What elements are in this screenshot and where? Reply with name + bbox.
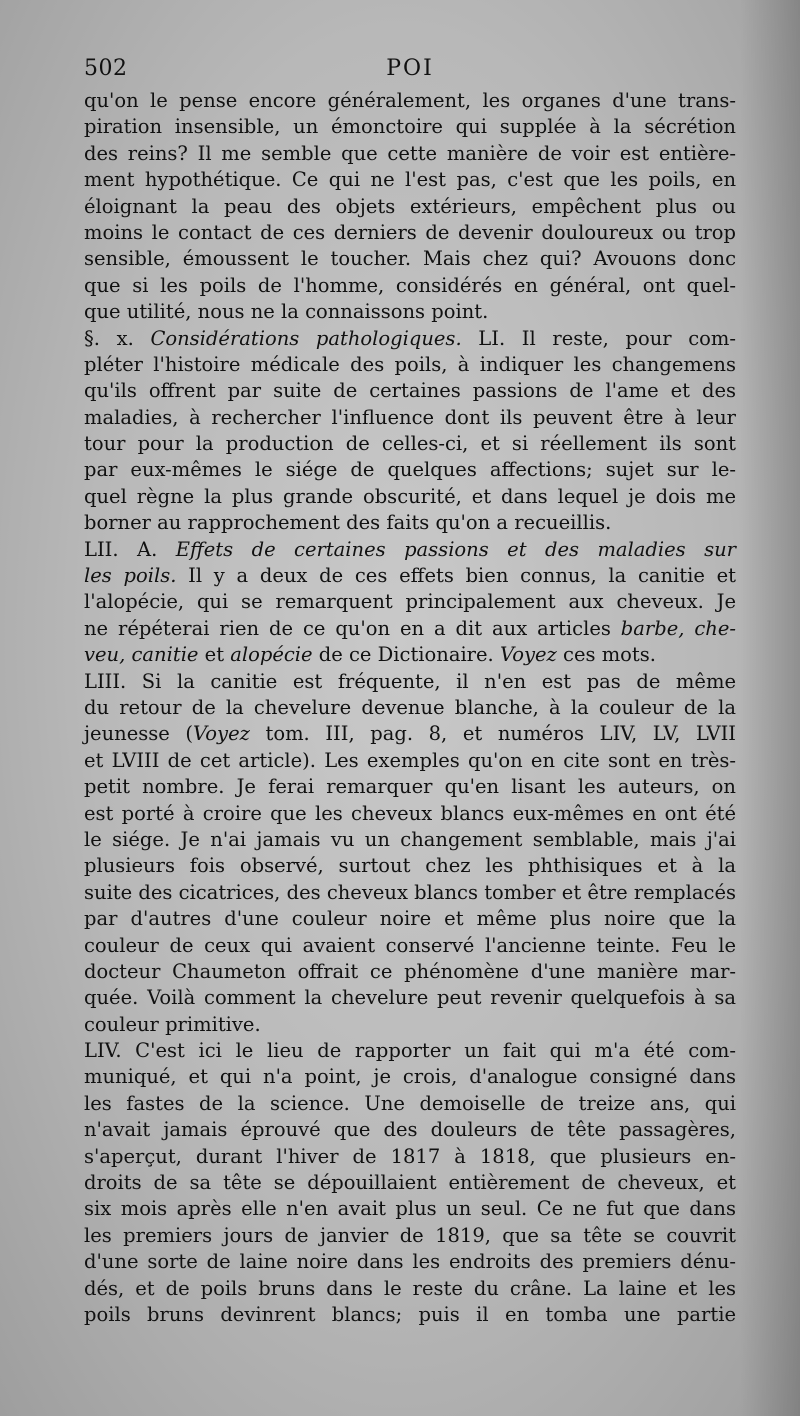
text-line	[84, 853, 736, 879]
text-line	[84, 1091, 736, 1117]
text-segment: LI. Il reste, pour com-	[461, 326, 736, 350]
text-line	[84, 801, 736, 827]
text-line	[84, 695, 736, 721]
text-segment: que utilité, nous ne la connaissons point.	[84, 300, 489, 324]
text-segment: moins le contact de ces derniers de devenir douloureux ou trop	[84, 220, 736, 244]
text-line	[84, 1117, 736, 1143]
italic-text: alopécie	[230, 643, 313, 667]
text-line	[84, 167, 736, 193]
text-line	[84, 669, 736, 695]
text-segment: couleur primitive.	[84, 1012, 261, 1036]
text-segment: les fastes de la science. Une demoiselle de treize ans, qui	[84, 1091, 736, 1115]
page-edge-shadow	[740, 0, 800, 1416]
italic-text: Voyez	[499, 643, 557, 667]
text-segment: docteur Chaumeton offrait ce phénomène d'une manière mar-	[84, 959, 736, 983]
text-segment: Il y a deux de ces effets bien connus, la canitie et	[176, 564, 736, 588]
italic-text: Voyez	[193, 722, 250, 746]
text-line	[84, 457, 736, 483]
text-line	[84, 1276, 736, 1302]
text-segment: de ce Dictionaire.	[312, 643, 500, 667]
text-segment: LII. A.	[84, 537, 176, 561]
text-line	[84, 933, 736, 959]
italic-text: barbe, che-	[620, 616, 736, 640]
text-segment: est porté à croire que les cheveux blancs eux-mêmes en ont été	[84, 801, 736, 825]
text-segment: quel règne la plus grande obscurité, et dans lequel je dois me	[84, 484, 736, 508]
text-line	[84, 959, 736, 985]
text-segment: des reins? Il me semble que cette manière de voir est entière-	[84, 141, 736, 165]
text-line	[84, 220, 736, 246]
text-segment: LIII. Si la canitie est fréquente, il n'en est pas de même	[84, 669, 736, 693]
text-segment: et	[198, 643, 231, 667]
text-line	[84, 748, 736, 774]
text-line	[84, 273, 736, 299]
text-line	[84, 563, 736, 589]
text-line	[84, 246, 736, 272]
text-line	[84, 1012, 736, 1038]
body-text	[84, 88, 736, 1328]
text-segment: ment hypothétique. Ce qui ne l'est pas, c'est que les poils, en	[84, 168, 736, 192]
text-line	[84, 510, 736, 536]
text-segment: qu'ils offrent par suite de certaines passions de l'ame et des	[84, 379, 736, 403]
text-line	[84, 194, 736, 220]
text-line	[84, 299, 736, 325]
text-line	[84, 1064, 736, 1090]
italic-text: veu, canitie	[84, 643, 199, 667]
text-segment: éloignant la peau des objets extérieurs, empêchent plus ou	[84, 194, 736, 218]
text-segment: qu'on le pense encore généralement, les organes d'une trans-	[84, 89, 736, 112]
text-line	[84, 985, 736, 1011]
text-segment: droits de sa tête se dépouillaient entièrement de cheveux, et	[84, 1171, 736, 1195]
text-line	[84, 1249, 736, 1275]
text-segment: pléter l'histoire médicale des poils, à indiquer les changemens	[84, 352, 736, 376]
text-line	[84, 141, 736, 167]
text-segment: le siége. Je n'ai jamais vu un changement semblable, mais j'ai	[84, 827, 736, 851]
text-segment: tour pour la production de celles-ci, et si réellement ils sont	[84, 432, 736, 456]
italic-text: Effets de certaines passions et des maladies sur	[175, 537, 737, 561]
text-segment: borner au rapprochement des faits qu'on a recueillis.	[84, 511, 612, 535]
text-line	[84, 484, 736, 510]
text-segment: plusieurs fois observé, surtout chez les phthisiques et à la	[84, 854, 736, 878]
text-line	[84, 774, 736, 800]
text-segment: par d'autres d'une couleur noire et même plus noire que la	[84, 907, 736, 931]
page-number: 502	[84, 56, 128, 81]
text-line	[84, 1196, 736, 1222]
text-segment: tom. III, pag. 8, et numéros LIV, LV, LVII	[249, 722, 736, 746]
text-segment: que si les poils de l'homme, considérés en général, ont quel-	[84, 273, 736, 297]
text-line	[84, 405, 736, 431]
text-segment: piration insensible, un émonctoire qui supplée à la sécrétion	[84, 115, 736, 139]
text-segment: LIV. C'est ici le lieu de rapporter un fait qui m'a été com-	[84, 1039, 736, 1063]
running-head: POI	[386, 56, 434, 81]
text-segment: les premiers jours de janvier de 1819, que sa tête se couvrit	[84, 1223, 736, 1247]
text-line	[84, 88, 736, 114]
text-segment: l'alopécie, qui se remarquent principalement aux cheveux. Je	[84, 590, 736, 614]
page-header	[84, 56, 736, 88]
text-line	[84, 326, 736, 352]
text-segment: du retour de la chevelure devenue blanche, à la couleur de la	[84, 695, 736, 719]
text-segment: par eux-mêmes le siége de quelques affections; sujet sur le-	[84, 458, 736, 482]
text-line	[84, 721, 736, 747]
text-line	[84, 906, 736, 932]
text-line	[84, 616, 736, 642]
text-segment: dés, et de poils bruns dans le reste du crâne. La laine et les	[84, 1276, 736, 1300]
text-segment: jeunesse (	[84, 722, 194, 746]
text-segment: muniqué, et qui n'a point, je crois, d'analogue consigné dans	[84, 1065, 736, 1089]
text-segment: quée. Voilà comment la chevelure peut revenir quelquefois à sa	[84, 986, 736, 1010]
text-segment: et LVIII de cet article). Les exemples qu'on en cite sont en très-	[84, 748, 736, 772]
text-segment: couleur de ceux qui avaient conservé l'ancienne teinte. Feu le	[84, 933, 736, 957]
text-segment: n'avait jamais éprouvé que des douleurs de tête passagères,	[84, 1118, 736, 1142]
text-line	[84, 827, 736, 853]
text-line	[84, 114, 736, 140]
text-segment: ne répéterai rien de ce qu'on en a dit aux articles	[84, 616, 621, 640]
text-line	[84, 378, 736, 404]
text-line	[84, 589, 736, 615]
text-line	[84, 537, 736, 563]
italic-text: Considérations pathologiques.	[150, 326, 462, 350]
text-line	[84, 352, 736, 378]
text-segment: petit nombre. Je ferai remarquer qu'en lisant les auteurs, on	[84, 775, 736, 799]
text-line	[84, 1170, 736, 1196]
text-segment: maladies, à rechercher l'influence dont ils peuvent être à leur	[84, 405, 736, 429]
text-segment: §. x.	[84, 326, 151, 350]
text-line	[84, 880, 736, 906]
text-segment: s'aperçut, durant l'hiver de 1817 à 1818, que plusieurs en-	[84, 1144, 736, 1168]
text-segment: d'une sorte de laine noire dans les endroits des premiers dénu-	[84, 1250, 736, 1274]
text-segment: sensible, émoussent le toucher. Mais chez qui? Avouons donc	[84, 247, 736, 271]
text-line	[84, 1223, 736, 1249]
text-line	[84, 1144, 736, 1170]
text-segment: poils bruns devinrent blancs; puis il en tomba une partie	[84, 1302, 736, 1326]
text-line	[84, 1038, 736, 1064]
italic-text: les poils.	[84, 564, 177, 588]
text-segment: ces mots.	[556, 643, 656, 667]
text-line	[84, 1302, 736, 1328]
text-segment: suite des cicatrices, des cheveux blancs tomber et être remplacés	[84, 880, 736, 904]
text-line	[84, 642, 736, 668]
text-line	[84, 431, 736, 457]
text-segment: six mois après elle n'en avait plus un seul. Ce ne fut que dans	[84, 1197, 736, 1221]
